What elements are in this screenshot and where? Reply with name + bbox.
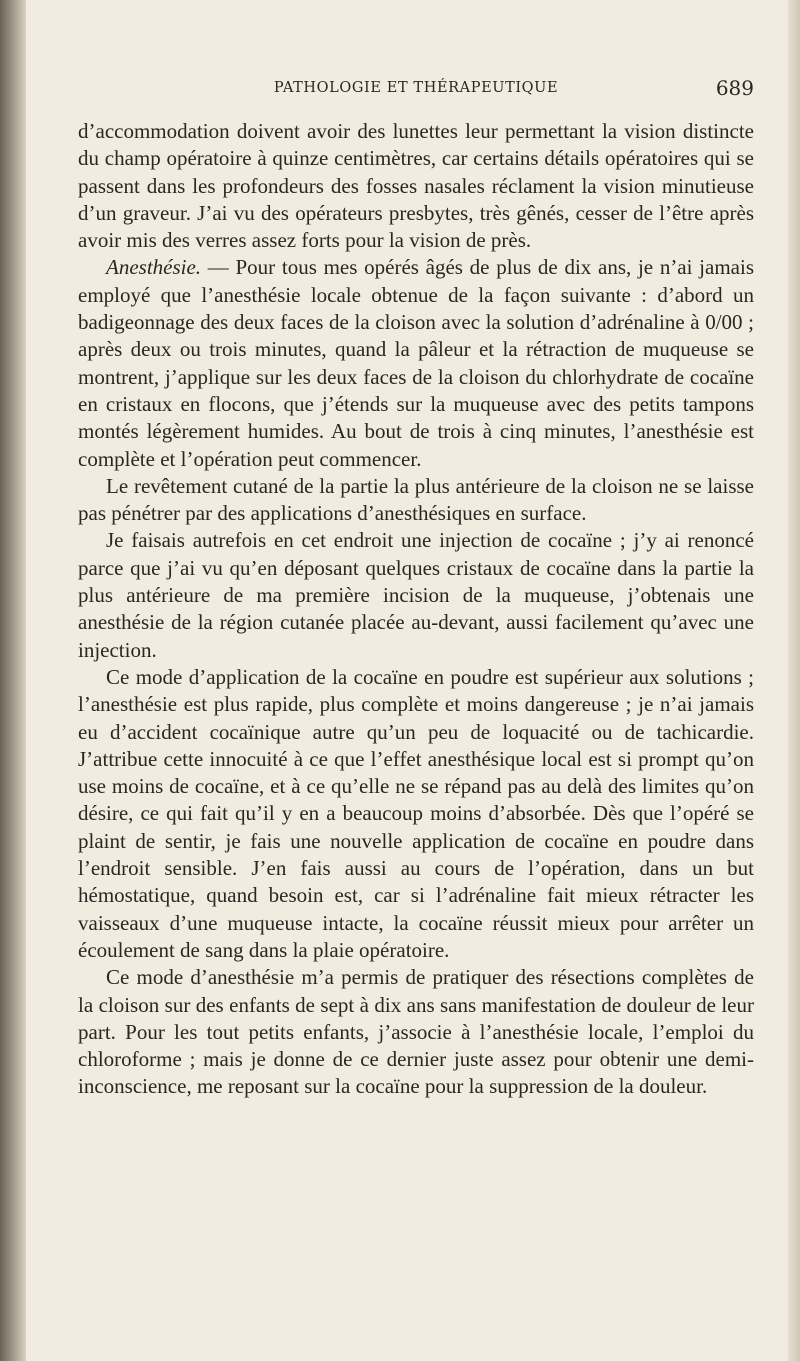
book-spine-shadow [0,0,26,1361]
paragraph-3: Le revêtement cutané de la partie la plus antérieure de la cloison ne se laisse pas pénétrer par des applications d’anesthésiques en surface. [78,473,754,526]
page-header [78,76,754,102]
paragraph-5: Ce mode d’application de la cocaïne en poudre est supérieur aux solutions ; l’anesthésie est plus rapide, plus complète et moins dangereuse ; je n’ai jamais eu d’accident cocaïnique autre qu’un peu de loquacité ou de tachicardie. J’attribue cette innocuité à ce que l’effet anesthésique local est si prompt qu’on use moins de cocaïne, et à ce qu’elle ne se répand pas au delà des limites qu’on désire, ce qui fait qu’il y en a beaucoup moins d’absorbée. Dès que l’opéré se plaint de sentir, je fais une nouvelle application de cocaïne en poudre dans l’endroit sensible. J’en fais aussi au cours de l’opération, dans un but hémostatique, quand besoin est, car si l’adrénaline fait mieux rétracter les vaisseaux d’une muqueuse intacte, la cocaïne réussit mieux pour arrêter un écoulement de sang dans la plaie opératoire. [78,664,754,962]
page-edge [788,0,800,1361]
page-number: 689 [715,76,754,100]
paragraph-6: Ce mode d’anesthésie m’a permis de pratiquer des résections complètes de la cloison sur des enfants de sept à dix ans sans manifestation de douleur de leur part. Pour les tout petits enfants, j’associe à l’anesthésie locale, l’emploi du chloroforme ; mais je donne de ce dernier juste assez pour obtenir une demi-inconscience, me reposant sur la cocaïne pour la suppression de la douleur. [78,965,754,1099]
paragraph-4: Je faisais autrefois en cet endroit une injection de cocaïne ; j’y ai renoncé parce que j’ai vu qu’en déposant quelques cristaux de cocaïne dans la partie la plus antérieure de ma première incision de la muqueuse, j’obtenais une anesthésie de la région cutanée placée au-devant, aussi facilement qu’avec une injection. [78,528,754,662]
running-head: PATHOLOGIE ET THÉRAPEUTIQUE [273,80,559,96]
section-lead-anesthesie: Anesthésie. [106,255,202,280]
body-text [78,118,754,1101]
paragraph-anesthesie: Anesthésie. — Pour tous mes opérés âgés de plus de dix ans, je n’ai jamais employé que l’anesthésie locale obtenue de la façon suivante : d’abord un badigeonnage des deux faces de la cloison avec la solution d’adrénaline à 0/00 ; après deux ou trois minutes, quand la pâleur et la rétraction de muqueuse se montrent, j’applique sur les deux faces de la cloison du chlorhydrate de cocaïne en cristaux en flocons, que j’étends sur la muqueuse avec des petits tampons montés légèrement humides. Au bout de trois à cinq minutes, l’anesthésie est complète et l’opération peut commencer. [78,255,754,471]
paragraph-1: d’accommodation doivent avoir des lunettes leur permettant la vision distincte du champ opératoire à quinze centimètres, car certains détails opératoires qui se passent dans les profondeurs des fosses nasales réclament la vision minutieuse d’un graveur. J’ai vu des opérateurs presbytes, très gênés, cesser de l’être après avoir mis des verres assez forts pour la vision de près. [78,119,754,253]
